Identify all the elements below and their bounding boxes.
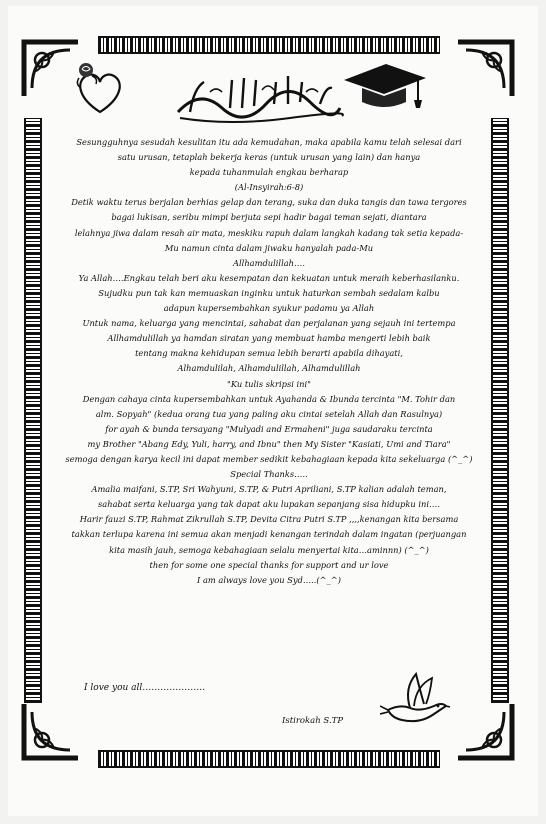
- text-line: my Brother "Abang Edy, Yuli, harry, and Ibnu" then My Sister "Kasiati, Umi and Tiara": [87, 438, 451, 449]
- dove-icon: [380, 670, 450, 734]
- text-line: Ya Allah….Engkau telah beri aku kesempatan dan kekuatan untuk meraih keberhasilanku.: [78, 272, 460, 283]
- text-line: semoga dengan karya kecil ini dapat member sedikit kebahagiaan kepada kita sekeluarga (^_^): [65, 453, 473, 464]
- frame-border-left: [24, 118, 42, 703]
- text-line: "Ku tulis skripsi ini": [227, 378, 311, 389]
- rose-heart-icon: [70, 60, 130, 120]
- text-line: for ayah & bunda tersayang "Mulyadi and Ermaheni" juga saudaraku tercinta: [105, 423, 433, 434]
- text-line: Mu namun cinta dalam jiwaku hanyalah pada-Mu: [164, 242, 374, 253]
- text-line: Sesungguhnya sesudah kesulitan itu ada kemudahan, maka apabila kamu telah selesai dari: [76, 137, 462, 147]
- text-line: bagai lukisan, seribu mimpi berjuta sepi hadir bagai teman sejati, diantara: [111, 212, 427, 223]
- text-line: kita masih jauh, semoga kebahagiaan selalu menyertai kita…aminnn) (^_^): [109, 544, 429, 555]
- ornament-corner-icon: [454, 38, 516, 100]
- text-line: tentang makna kehidupan semua lebih berarti apabila dihayati,: [135, 348, 403, 359]
- ornament-corner-icon: [20, 700, 82, 762]
- text-line: Detik waktu terus berjalan berhias gelap dan terang, suka dan duka tangis dan tawa tergores: [71, 197, 467, 208]
- signature: Istirokah S.TP: [282, 716, 344, 726]
- text-line: adapun kupersembahkan syukur padamu ya Allah: [163, 303, 375, 314]
- text-line: Harir fauzi S.TP, Rahmat Zikrullah S.TP, Devita Citra Putri S.TP ,,,,kenangan kita bersama: [79, 514, 459, 525]
- arabic-calligraphy-bismillah: [170, 68, 346, 126]
- text-line: (Al-Insyirah:6-8): [234, 182, 304, 193]
- text-line: Untuk nama, keluarga yang mencintai, sahabat dan perjalanan yang sejauh ini tertempa: [82, 318, 456, 329]
- frame-border-right: [491, 118, 509, 703]
- text-line: satu urusan, tetaplah bekerja keras (untuk urusan yang lain) dan hanya: [117, 152, 421, 163]
- text-line: Amalia maifani, S.TP, Sri Wahyuni, S.TP, & Putri Apriliani, S.TP kalian adalah teman,: [91, 484, 447, 495]
- text-line: takkan terlupa karena ini semua akan menjadi kenangan terindah dalam ingatan (perjuangan: [71, 529, 467, 540]
- text-line: sahabat serta keluarga yang tak dapat aku lupakan sepanjang sisa hidupku ini….: [98, 499, 440, 510]
- frame-border-top: [98, 36, 440, 54]
- text-line: Allhamdulillah ya hamdan siratan yang membuat hamba mengerti lebih baik: [107, 333, 431, 344]
- text-line: then for some one special thanks for support and ur love: [149, 559, 389, 570]
- text-line: Special Thanks…..: [230, 469, 308, 480]
- text-line: Alhamdulilah, Alhamdulillah, Alhamdulillah: [177, 363, 361, 374]
- text-line: kepada tuhanmulah engkau berharap: [189, 167, 349, 178]
- text-line: Sujudku pun tak kan memuaskan inginku untuk haturkan sembah sedalam kalbu: [98, 287, 440, 298]
- ornament-corner-icon: [454, 700, 516, 762]
- text-line: alm. Sopyah" (kedua orang tua yang paling aku cintai setelah Allah dan Rasulnya): [95, 408, 443, 419]
- graduation-cap-icon: [338, 58, 430, 114]
- text-line: Dengan cahaya cinta kupersembahkan untuk Ayahanda & Ibunda tercinta "M. Tohir dan: [82, 393, 456, 404]
- closing-line: I love you all…………………: [84, 683, 206, 693]
- dedication-text: [62, 135, 476, 588]
- text-line: lelahnya jiwa dalam resah air mata, meskiku rapuh dalam langkah kadang tak setia kepada-: [74, 227, 464, 238]
- text-line: I am always love you Syd…..(^_^): [197, 574, 341, 585]
- text-line: Allhamdulillah….: [233, 257, 305, 268]
- frame-border-bottom: [98, 750, 440, 768]
